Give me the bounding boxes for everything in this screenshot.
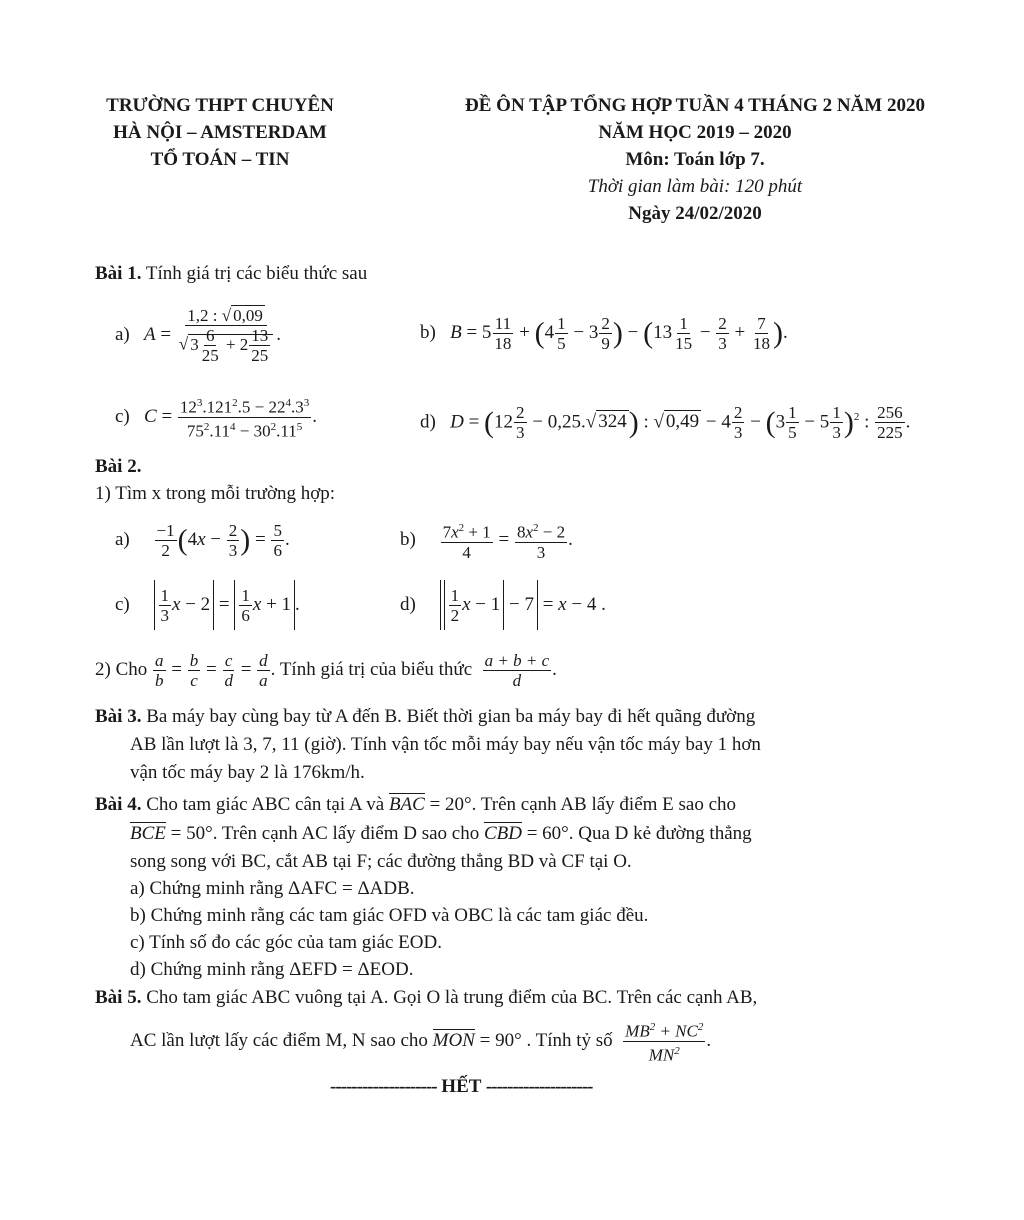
bai4-line3: song song với BC, cắt AB tại F; các đường thẳng BD và CF tại O. [130, 851, 632, 872]
bai2-part2-prefix: 2) Cho [95, 659, 148, 680]
bai2-part1: 1) Tìm x trong mỗi trường hợp: [95, 483, 336, 504]
bai5-line2: AC lần lượt lấy các điểm M, N sao cho MON = 90° . Tính tỷ số $\frac{MB^2 + NC^2}{MN^2}$ . [130, 1016, 711, 1066]
bai5-text1: Cho tam giác ABC vuông tại A. Gọi O là trung điểm của BC. Trên các cạnh AB, [146, 987, 758, 1008]
bai5-line1 [95, 986, 757, 1010]
bai3-line1 [95, 705, 755, 729]
exam-date: Ngày 24/02/2020 [628, 203, 762, 224]
end-marker: -------------------- HẾT -------------------- [330, 1076, 593, 1097]
bai2-c: c) $\frac{1}{3}$ x − 2 = $\frac{1}{6}$ x + 1 . [115, 580, 300, 630]
bai4-d: d) Chứng minh rằng ΔEFD = ΔEOD. [130, 959, 414, 980]
bai4-text1a: Cho tam giác ABC cân tại A và [146, 794, 385, 815]
bai4-b: b) Chứng minh rằng các tam giác OFD và OBC là các tam giác đều. [130, 905, 649, 926]
bai3-line3: vận tốc máy bay 2 là 176km/h. [130, 762, 365, 783]
bai2-a: a) $\frac{-1}{2}$ (4x − $\frac{2}{3}$ ) = $\frac{5}{6}$ . [115, 521, 290, 561]
bai1-c: c) C = $\frac{12^3.121^2.5 - 22^4.3^3}{75^2.11^4 - 30^2.11^5}$ . [115, 392, 317, 442]
school-name-line1: TRƯỜNG THPT CHUYÊN [106, 95, 334, 116]
department-name: TỔ TOÁN – TIN [150, 149, 290, 170]
end-text: HẾT [441, 1076, 482, 1097]
bai1-d: d) D = (12 $\frac{2}{3}$ − 0,25.√ 324) : √ 0,49 − 4 $\frac{2}{3}$ − (3 $\frac{1}{5}$ − 5 $\frac{1}{3}$ )$^2$ : $\frac{256}{225}$ . [420, 403, 911, 443]
school-name-line2: HÀ NỘI – AMSTERDAM [113, 122, 327, 143]
bai4-line2: BCE = 50°. Trên cạnh AC lấy điểm D sao cho CBD = 60°. Qua D kẻ đường thẳng [130, 823, 752, 844]
school-year: NĂM HỌC 2019 – 2020 [598, 122, 792, 143]
bai1-b: b) B = 5 $\frac{11}{18}$ + (4 $\frac{1}{5}$ − 3 $\frac{2}{9}$ ) − (13 $\frac{1}{15}$ − $\frac{2}{3}$ + $\frac{7}{18}$ ). [420, 314, 788, 354]
bai2-b: b) $\frac{7x^2 + 1}{4}$ = $\frac{8x^2 - 2}{3}$ . [400, 515, 573, 565]
exam-title: ĐỀ ÔN TẬP TỔNG HỢP TUẦN 4 THÁNG 2 NĂM 2020 [465, 95, 925, 116]
bai4-label: Bài 4. [95, 794, 142, 815]
bai2-part2-text: . Tính giá trị của biểu thức [270, 659, 473, 680]
bai3-text1: Ba máy bay cùng bay từ A đến B. Biết thời gian ba máy bay đi hết quãng đường [146, 706, 756, 727]
bai3-line2: AB lần lượt là 3, 7, 11 (giờ). Tính vận tốc mỗi máy bay nếu vận tốc máy bay 1 hơn [130, 734, 761, 755]
bai3-label: Bài 3. [95, 706, 142, 727]
bai4-text2a: = 50°. Trên cạnh AC lấy điểm D sao cho [170, 823, 480, 844]
bai1-heading [95, 262, 367, 286]
bai2-part2: 2) Cho $\frac{a}{b}$ = $\frac{b}{c}$ = $\frac{c}{d}$ = $\frac{d}{a}$ . Tính giá trị của biểu thức $\frac{a + b + c}{d}$ . [95, 651, 557, 691]
bai1-text: Tính giá trị các biểu thức sau [145, 263, 368, 284]
bai1-label: Bài 1. [95, 263, 142, 284]
bai4-text2b: = 60°. Qua D kẻ đường thẳng [526, 823, 752, 844]
bai4-text1b: = 20°. Trên cạnh AB lấy điểm E sao cho [429, 794, 737, 815]
bai4-a: a) Chứng minh rằng ΔAFC = ΔADB. [130, 878, 415, 899]
duration: Thời gian làm bài: 120 phút [587, 176, 803, 197]
bai4-line1: Bài 4. Cho tam giác ABC cân tại A và BAC = 20°. Trên cạnh AB lấy điểm E sao cho [95, 794, 737, 815]
subject: Môn: Toán lớp 7. [625, 149, 765, 170]
bai2-label: Bài 2. [95, 456, 142, 477]
bai4-c: c) Tính số đo các góc của tam giác EOD. [130, 932, 442, 953]
bai1-a: a) A = 1,2 : √ 0,09 √ 3 $\frac{6}{25}$ + 2 $\frac{13}{25}$ . [115, 306, 282, 366]
bai5-label: Bài 5. [95, 987, 142, 1008]
bai5-text2b: = 90° . Tính tỷ số [479, 1030, 613, 1051]
bai5-text2a: AC lần lượt lấy các điểm M, N sao cho [130, 1030, 428, 1051]
bai2-d: d) $\frac{1}{2}$ x − 1 − 7 = x − 4 . [400, 580, 606, 630]
exam-header [395, 92, 995, 227]
school-header [70, 92, 370, 173]
